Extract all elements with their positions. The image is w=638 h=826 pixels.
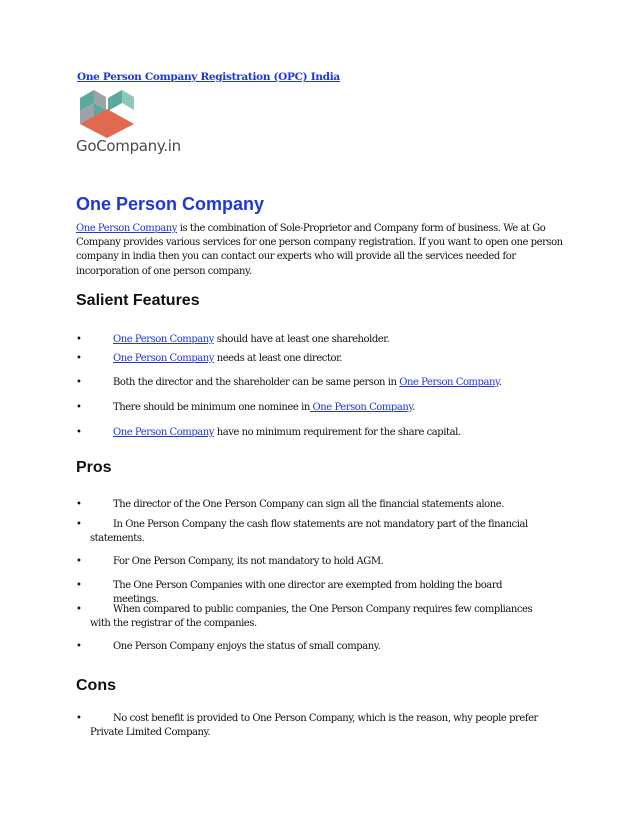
bullet-dot: • (76, 334, 82, 345)
pros-item-6 (76, 640, 546, 654)
pros-text-1: The director of the One Person Company can sign all the financial statements alone. (113, 499, 504, 510)
bullet-dot: • (76, 427, 82, 438)
salient-item-5 (76, 426, 546, 440)
bullet-dot: • (76, 499, 82, 510)
salient-features-heading: Salient Features (76, 292, 200, 309)
cons-text-1: No cost benefit is provided to One Person Company, which is the reason, why people prefer Private Limited Company. (90, 713, 538, 739)
salient-text-5: have no minimum requirement for the share capital. (214, 427, 461, 438)
intro-opc-link[interactable]: One Person Company (76, 223, 177, 234)
bullet-dot: • (76, 353, 82, 364)
salient-link-5[interactable]: One Person Company (113, 427, 214, 438)
pros-text-6: One Person Company enjoys the status of small company. (113, 641, 381, 652)
pros-text-2: In One Person Company the cash flow statements are not mandatory part of the financial statements. (90, 519, 528, 545)
bullet-dot: • (76, 402, 82, 413)
pros-text-3: For One Person Company, its not mandatory to hold AGM. (113, 556, 384, 567)
opc-registration-link[interactable]: One Person Company Registration (OPC) India (77, 71, 340, 83)
bullet-dot: • (76, 377, 82, 388)
intro-paragraph (76, 222, 566, 279)
salient-link-3[interactable]: One Person Company (399, 377, 499, 388)
pros-text-4: The One Person Companies with one director are exempted from holding the board meetings. (113, 580, 503, 606)
bullet-dot: • (76, 580, 82, 591)
salient-text-2: needs at least one director. (214, 353, 343, 364)
salient-item-2 (76, 352, 546, 366)
salient-text-3: . (498, 377, 502, 388)
salient-item-1 (76, 333, 546, 347)
salient-item-4 (76, 401, 546, 415)
salient-text-4: . (412, 402, 415, 413)
bullet-dot: • (76, 519, 82, 530)
bullet-dot: • (76, 604, 82, 615)
salient-link-1[interactable]: One Person Company (113, 334, 214, 345)
pros-item-2 (76, 518, 546, 547)
pros-item-5 (76, 603, 546, 632)
cons-item-1 (76, 712, 546, 741)
main-title: One Person Company (76, 194, 265, 214)
pros-text-5: When compared to public companies, the One Person Company requires few compliances with the registrar of the companies. (90, 604, 533, 630)
bullet-dot: • (76, 713, 82, 724)
salient-link-4[interactable]: One Person Company (309, 402, 413, 413)
pros-item-1 (76, 498, 546, 512)
bullet-dot: • (76, 641, 82, 652)
pros-item-3 (76, 555, 546, 569)
salient-item-3 (76, 376, 546, 390)
salient-link-2[interactable]: One Person Company (113, 353, 214, 364)
salient-text-1: should have at least one shareholder. (214, 334, 390, 345)
bullet-dot: • (76, 556, 82, 567)
intro-text: is the combination of Sole-Proprietor and Company form of business. We at Go Company provides various services for one person company registration. If you want to open one person company in india then you can contact our experts who will provide all the services needed for incorporation of one person company. (76, 223, 563, 277)
salient-pre-4: There should be minimum one nominee in (113, 402, 310, 413)
cons-heading: Cons (76, 677, 116, 694)
logo-text: GoCompany.in (76, 137, 181, 155)
pros-heading: Pros (76, 459, 112, 476)
salient-pre-3: Both the director and the shareholder can be same person in (113, 377, 400, 388)
